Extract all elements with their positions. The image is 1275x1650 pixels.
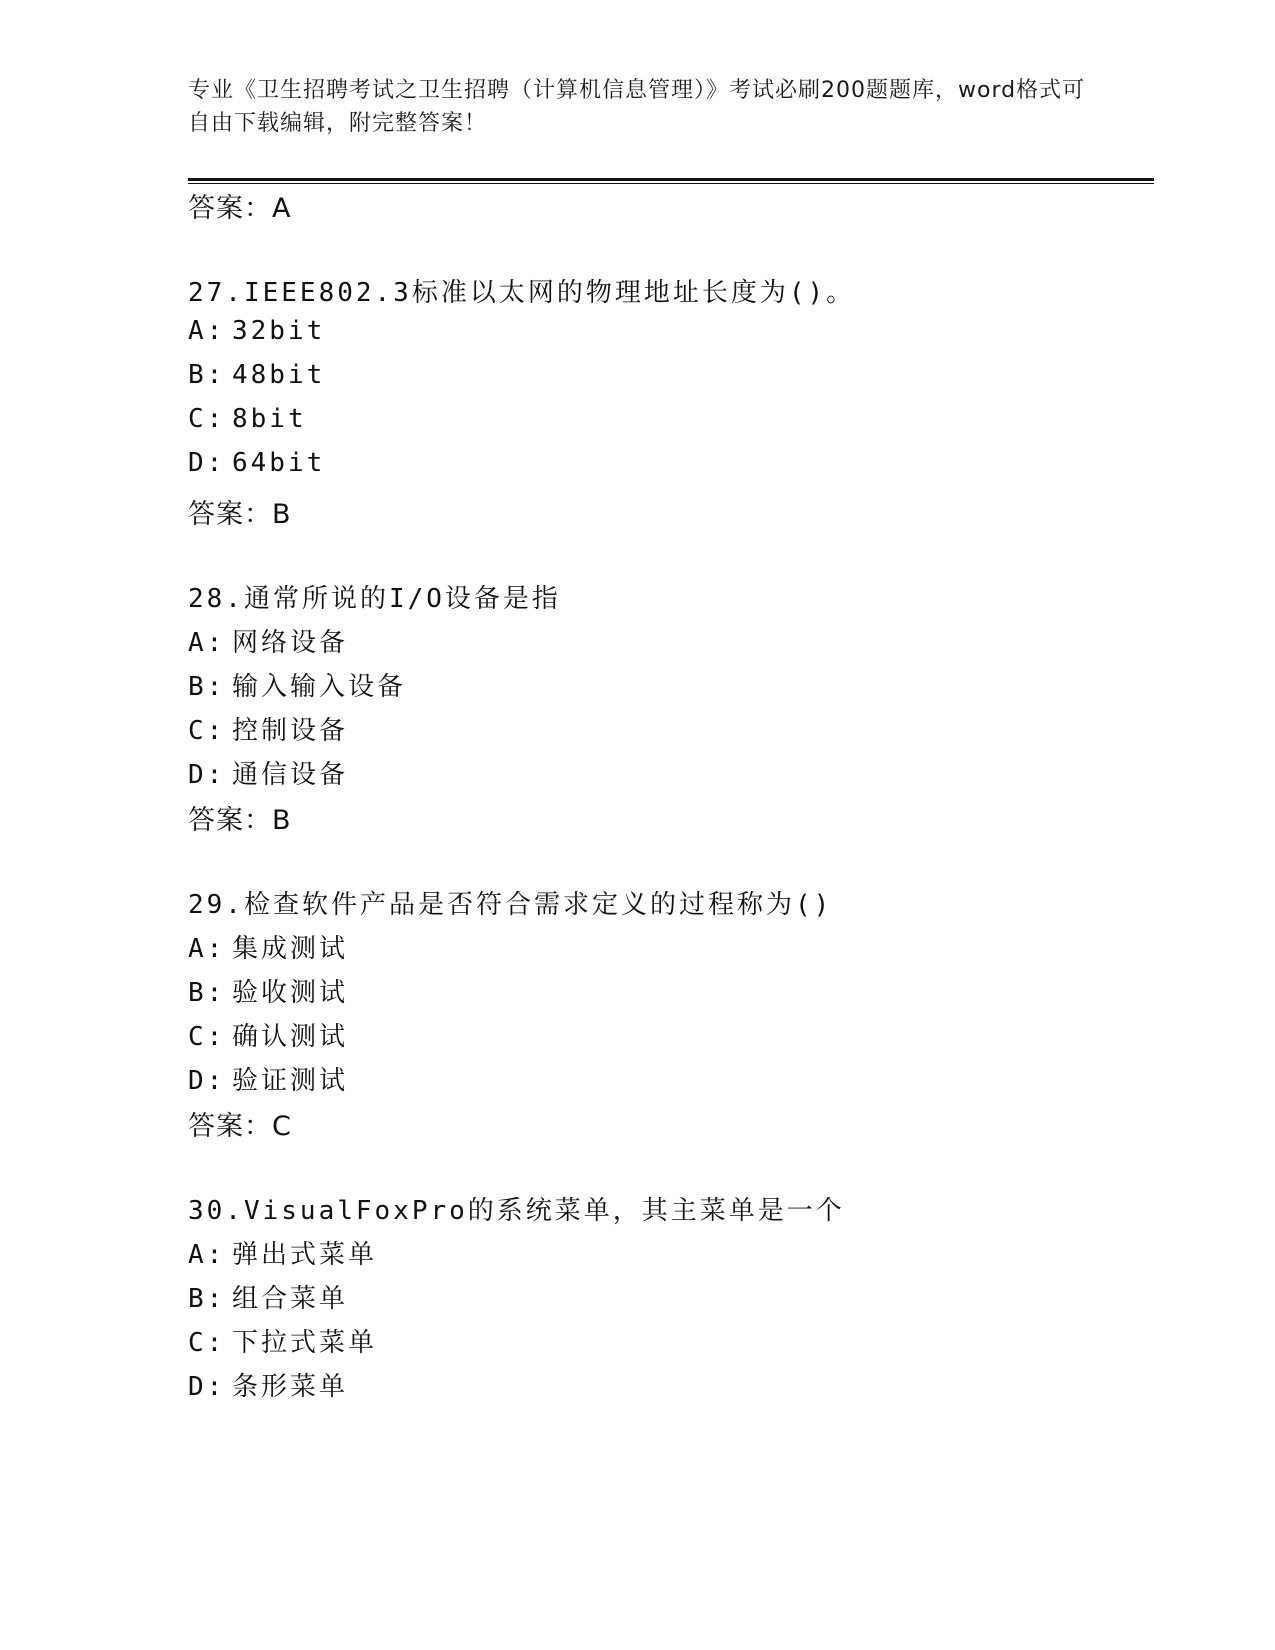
option-d: [188, 1366, 348, 1403]
option-a: [188, 1234, 377, 1271]
option-text: 下拉式菜单: [232, 1328, 378, 1358]
question-stem: 29.检查软件产品是否符合需求定义的过程称为(): [188, 890, 833, 920]
option-letter: A:: [188, 934, 226, 964]
question-stem: 28.通常所说的I/O设备是指: [188, 584, 561, 614]
option-letter: B:: [188, 360, 226, 390]
option-letter: A:: [188, 628, 226, 658]
answer-line: 答案：B: [188, 805, 292, 836]
option-text: 通信设备: [232, 760, 349, 790]
option-text: 组合菜单: [232, 1284, 349, 1314]
document-header: 专业《卫生招聘考试之卫生招聘（计算机信息管理）》考试必刷200题题库，word格式可自由下载编辑，附完整答案！: [188, 78, 1086, 136]
option-text: 64bit: [232, 448, 326, 478]
option-text: 确认测试: [232, 1022, 349, 1052]
option-c: [188, 710, 348, 747]
question-stem: 30.VisualFoxPro的系统菜单，其主菜单是一个: [188, 1196, 845, 1226]
option-d: [188, 754, 348, 791]
option-text: 8bit: [232, 404, 307, 434]
option-a: [188, 316, 325, 346]
option-letter: C:: [188, 404, 226, 434]
option-b: [188, 1278, 348, 1315]
option-letter: B:: [188, 978, 226, 1008]
option-letter: C:: [188, 716, 226, 746]
header-divider-thin: [188, 183, 1154, 184]
option-b: [188, 666, 406, 703]
option-a: [188, 928, 348, 965]
option-d: [188, 1060, 348, 1097]
option-b: [188, 972, 348, 1009]
answer-line: 答案：B: [188, 499, 292, 530]
header-divider: [188, 178, 1154, 181]
option-letter: B:: [188, 1284, 226, 1314]
question-stem: 27.IEEE802.3标准以太网的物理地址长度为()。: [188, 278, 856, 308]
option-letter: A:: [188, 1240, 226, 1270]
option-letter: D:: [188, 1066, 226, 1096]
option-b: [188, 360, 325, 390]
option-letter: A:: [188, 316, 226, 346]
option-text: 网络设备: [232, 628, 349, 658]
option-letter: C:: [188, 1022, 226, 1052]
option-letter: D:: [188, 1372, 226, 1402]
option-text: 验证测试: [232, 1066, 349, 1096]
answer-line: 答案：A: [188, 193, 292, 224]
option-letter: D:: [188, 448, 226, 478]
option-c: [188, 1016, 348, 1053]
option-d: [188, 448, 325, 478]
option-text: 控制设备: [232, 716, 349, 746]
option-letter: C:: [188, 1328, 226, 1358]
option-text: 输入输入设备: [232, 672, 407, 702]
option-letter: D:: [188, 760, 226, 790]
option-c: [188, 404, 307, 434]
option-text: 弹出式菜单: [232, 1240, 378, 1270]
option-c: [188, 1322, 377, 1359]
option-a: [188, 622, 348, 659]
option-text: 32bit: [232, 316, 326, 346]
option-text: 48bit: [232, 360, 326, 390]
option-text: 集成测试: [232, 934, 349, 964]
option-text: 验收测试: [232, 978, 349, 1008]
option-letter: B:: [188, 672, 226, 702]
option-text: 条形菜单: [232, 1372, 349, 1402]
answer-line: 答案：C: [188, 1111, 292, 1142]
